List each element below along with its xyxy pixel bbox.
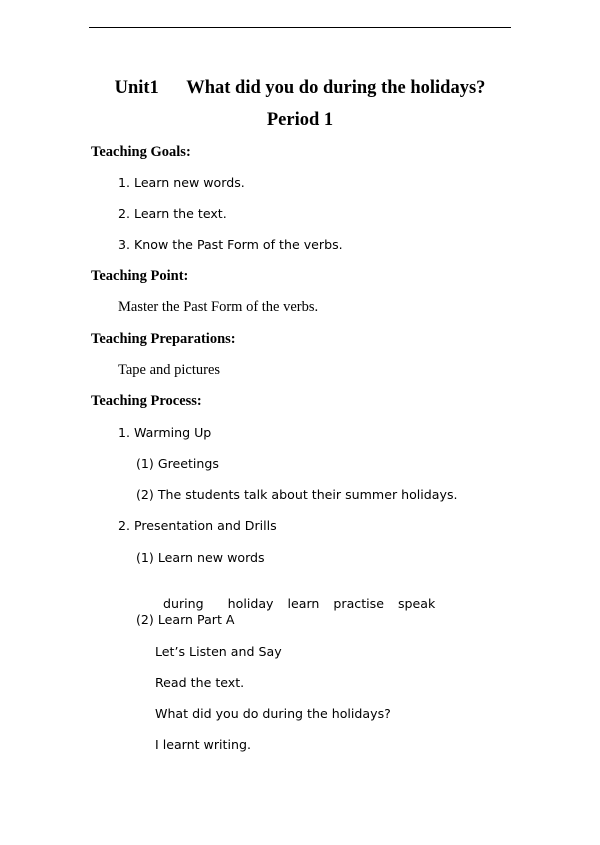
process-heading: Teaching Process: xyxy=(91,393,202,409)
vocab-word: holiday xyxy=(227,596,274,611)
header-rule xyxy=(89,27,511,28)
goal-item-3: 3. Know the Past Form of the verbs. xyxy=(118,237,343,252)
part-a-line-3: What did you do during the holidays? xyxy=(155,706,391,721)
part-a-line-1: Let’s Listen and Say xyxy=(155,644,282,659)
part-a-line-2: Read the text. xyxy=(155,675,245,690)
point-heading: Teaching Point: xyxy=(91,268,189,284)
vocab-word: during xyxy=(163,596,204,611)
vocab-word: learn xyxy=(287,596,320,611)
part-a-line-4: I learnt writing. xyxy=(155,737,251,752)
goals-heading: Teaching Goals: xyxy=(91,144,191,160)
preparations-text: Tape and pictures xyxy=(118,362,221,378)
point-text: Master the Past Form of the verbs. xyxy=(118,299,319,315)
period-title: Period 1 xyxy=(266,110,334,130)
step-warming-up: 1. Warming Up xyxy=(118,425,212,440)
preparations-heading: Teaching Preparations: xyxy=(91,331,236,347)
vocabulary-list xyxy=(155,581,449,611)
goal-item-2: 2. Learn the text. xyxy=(118,206,227,221)
step2-sub1: (1) Learn new words xyxy=(136,550,265,565)
step-presentation: 2. Presentation and Drills xyxy=(118,518,277,533)
goal-item-1: 1. Learn new words. xyxy=(118,175,245,190)
page-title xyxy=(0,78,600,99)
step1-sub2: (2) The students talk about their summer holidays. xyxy=(136,487,458,502)
title-question: What did you do during the holidays? xyxy=(186,78,486,98)
step1-sub1: (1) Greetings xyxy=(136,456,219,471)
vocab-word: speak xyxy=(397,596,436,611)
title-unit: Unit1 xyxy=(114,78,159,98)
vocab-word: practise xyxy=(333,596,384,611)
step2-sub2: (2) Learn Part A xyxy=(136,612,235,627)
